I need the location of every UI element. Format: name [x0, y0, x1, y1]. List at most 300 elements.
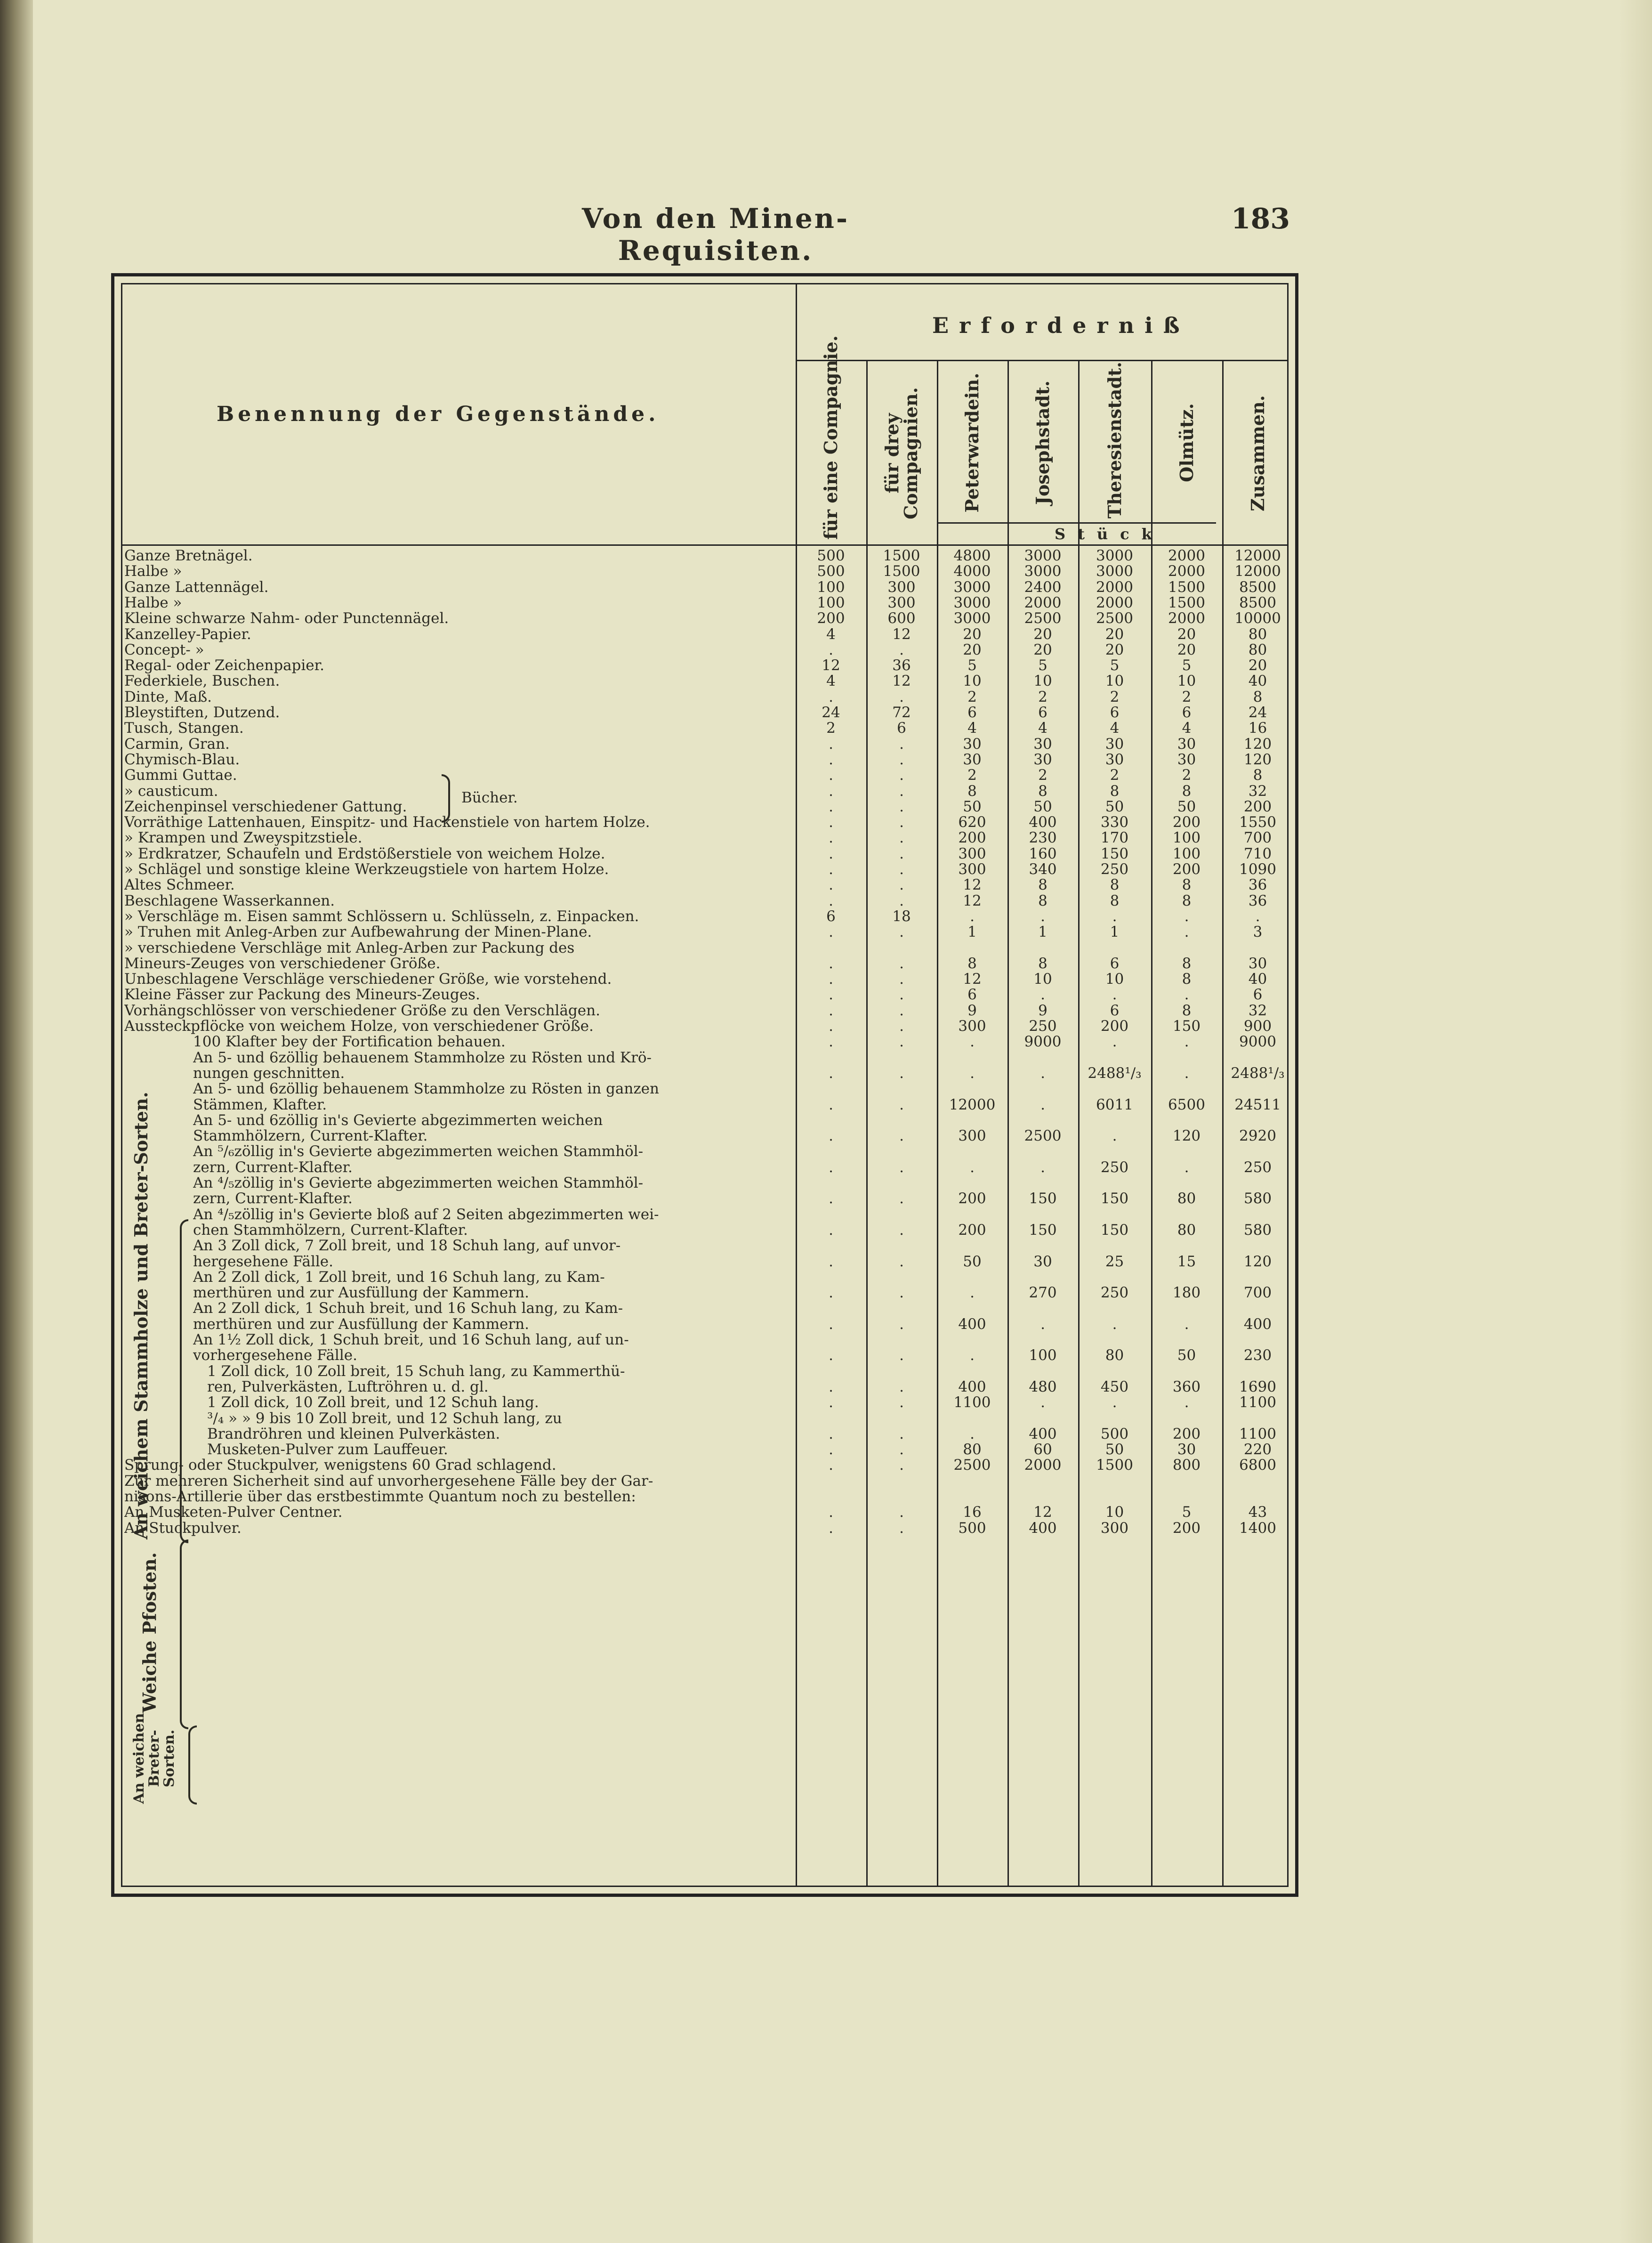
row-cell: 100: [1029, 1347, 1057, 1364]
row-cell: .: [829, 1378, 833, 1395]
row-cell: 2920: [1239, 1127, 1276, 1145]
row-label: Stammhölzern, Current-Klafter.: [193, 1128, 428, 1144]
row-cell: .: [1112, 1394, 1117, 1411]
row-cell: .: [899, 1158, 904, 1176]
row-cell: 120: [1243, 1253, 1272, 1270]
row-cell: .: [899, 1018, 904, 1035]
row-cell: 6: [967, 986, 977, 1004]
row-cell: 400: [958, 1315, 986, 1333]
row-cell: 2000: [1024, 594, 1062, 611]
row-cell: 10: [1105, 672, 1124, 690]
table-row: [122, 987, 1287, 1003]
table-row: [122, 1113, 1287, 1128]
row-cell: 12: [1033, 1504, 1052, 1521]
row-label: » Krampen und Zweyspitzstiele.: [124, 830, 363, 846]
row-label: Dinte, Maß.: [124, 689, 212, 705]
row-label: Zeichenpinsel verschiedener Gattung.: [124, 799, 407, 815]
row-cell: .: [829, 1284, 833, 1302]
group-label-stammholz: An weichem Stammholze und Breter-Sorten.: [130, 1092, 152, 1539]
row-cell: 20: [963, 625, 982, 643]
row-cell: .: [899, 1394, 904, 1411]
row-cell: .: [829, 986, 833, 1004]
row-cell: 1: [1110, 923, 1120, 941]
row-cell: 200: [958, 829, 986, 847]
row-cell: 9: [967, 1002, 977, 1019]
row-cell: 8: [1110, 892, 1120, 909]
brace-stammholz: [180, 1219, 188, 1543]
row-label: An 5- und 6zöllig behauenem Stammholze zu Rösten in ganzen: [193, 1081, 659, 1097]
row-cell: 4: [1182, 720, 1192, 737]
row-cell: 50: [1177, 798, 1196, 815]
row-cell: 8: [967, 955, 977, 972]
table-row: [122, 1505, 1287, 1520]
table-row: [122, 799, 1287, 815]
table-row: [122, 893, 1287, 909]
row-label: zern, Current-Klafter.: [193, 1191, 353, 1207]
row-cell: 2: [1182, 688, 1192, 705]
row-cell: 10: [1033, 672, 1052, 690]
row-cell: 1: [1038, 923, 1048, 941]
row-label: ren, Pulverkästen, Luftröhren u. d. gl.: [207, 1379, 489, 1395]
row-cell: .: [1184, 1064, 1189, 1082]
row-cell: 16: [963, 1504, 982, 1521]
row-cell: 6: [1110, 704, 1120, 721]
row-cell: 200: [958, 1221, 986, 1239]
row-label: An ⁵/₆zöllig in's Gevierte abgezimmerten weichen Stammhöl-: [193, 1144, 644, 1160]
table-row: [122, 673, 1287, 689]
row-cell: 50: [963, 1253, 982, 1270]
row-cell: 6: [1110, 955, 1120, 972]
row-cell: 4000: [953, 563, 991, 580]
row-label: Altes Schmeer.: [124, 877, 235, 893]
row-label: » Schlägel und sonstige kleine Werkzeugstiele von hartem Holze.: [124, 862, 609, 878]
row-cell: .: [899, 1457, 904, 1474]
row-cell: .: [1184, 1158, 1189, 1176]
row-cell: .: [899, 641, 904, 658]
row-cell: 8: [1253, 767, 1263, 784]
row-cell: 2: [1038, 688, 1048, 705]
row-label: ³/₄ » » 9 bis 10 Zoll breit, und 12 Schuh lang, zu: [207, 1410, 562, 1426]
row-cell: .: [829, 751, 833, 768]
row-label: Zur mehreren Sicherheit sind auf unvorhergesehene Fälle bey der Gar-: [124, 1473, 653, 1489]
row-cell: .: [899, 829, 904, 847]
row-cell: 8: [1182, 782, 1192, 800]
row-cell: 24: [1248, 704, 1267, 721]
row-cell: .: [829, 782, 833, 800]
row-cell: .: [899, 1425, 904, 1442]
row-cell: .: [829, 1394, 833, 1411]
table-row: [122, 1081, 1287, 1097]
row-cell: 8: [1110, 782, 1120, 800]
row-cell: 30: [963, 751, 982, 768]
row-label: Tusch, Stangen.: [124, 721, 244, 737]
row-cell: .: [829, 1096, 833, 1113]
row-cell: 170: [1100, 829, 1129, 847]
table-row: [122, 1348, 1287, 1363]
row-cell: .: [1255, 907, 1260, 925]
row-label: Brandröhren und kleinen Pulverkästen.: [207, 1426, 500, 1442]
row-cell: 9000: [1024, 1033, 1062, 1051]
row-cell: 40: [1248, 672, 1267, 690]
row-cell: 3000: [953, 578, 991, 596]
row-cell: 8: [1038, 955, 1048, 972]
row-cell: 150: [1100, 845, 1129, 862]
row-cell: .: [829, 829, 833, 847]
column-header-0: für eine Compagnie.: [820, 335, 841, 540]
row-cell: 2000: [1168, 610, 1205, 627]
table-row: [122, 830, 1287, 846]
group-label-breter: An weichen Breter-Sorten.: [131, 1713, 177, 1804]
table-row: [122, 1364, 1287, 1379]
row-label: Beschlagene Wasserkannen.: [124, 893, 335, 909]
row-label: » Verschläge m. Eisen sammt Schlössern u. Schlüsseln, z. Einpacken.: [124, 908, 639, 925]
row-label: vorhergesehene Fälle.: [193, 1348, 357, 1364]
row-cell: 6: [1110, 1002, 1120, 1019]
row-cell: 12000: [1234, 563, 1281, 580]
row-cell: 2500: [1096, 610, 1133, 627]
table-row: [122, 1128, 1287, 1144]
brace-breter: [188, 1725, 197, 1805]
row-cell: .: [970, 1033, 975, 1051]
row-cell: 250: [1100, 861, 1129, 878]
table-row: [122, 1160, 1287, 1175]
row-cell: .: [899, 1127, 904, 1145]
row-cell: 500: [817, 563, 845, 580]
row-cell: .: [829, 1425, 833, 1442]
row-cell: .: [899, 1033, 904, 1051]
row-cell: 80: [963, 1441, 982, 1458]
row-cell: 30: [1033, 751, 1052, 768]
group-label-pfosten: Weiche Pfosten.: [139, 1552, 160, 1713]
row-cell: .: [899, 861, 904, 878]
table-row: [122, 862, 1287, 877]
row-cell: 20: [1033, 625, 1052, 643]
row-label: An 5- und 6zöllig in's Gevierte abgezimmerten weichen: [193, 1112, 603, 1129]
row-cell: 1500: [883, 563, 920, 580]
row-cell: 4: [826, 672, 836, 690]
row-cell: 12000: [1234, 547, 1281, 564]
row-cell: .: [899, 1002, 904, 1019]
row-cell: 120: [1243, 735, 1272, 753]
row-cell: 200: [1172, 1519, 1201, 1537]
row-cell: 30: [1105, 751, 1124, 768]
row-cell: 150: [1029, 1221, 1057, 1239]
table-row: [122, 1050, 1287, 1066]
row-cell: .: [970, 1347, 975, 1364]
row-cell: 20: [1248, 657, 1267, 674]
row-cell: 700: [1243, 1284, 1272, 1302]
table-body: [121, 283, 1289, 1887]
row-cell: .: [899, 1504, 904, 1521]
row-rule: [937, 522, 1216, 524]
row-cell: .: [899, 892, 904, 909]
row-cell: .: [829, 688, 833, 705]
row-cell: .: [829, 1002, 833, 1019]
row-cell: 30: [963, 735, 982, 753]
row-cell: 30: [1248, 955, 1267, 972]
row-cell: 2500: [953, 1457, 991, 1474]
table-row: [122, 972, 1287, 987]
row-cell: .: [899, 1221, 904, 1239]
table-row: [122, 1238, 1287, 1254]
column-header-2: Peterwardein.: [961, 372, 983, 513]
row-cell: .: [829, 876, 833, 894]
row-cell: 32: [1248, 782, 1267, 800]
row-cell: 2400: [1024, 578, 1062, 596]
row-cell: 10: [963, 672, 982, 690]
row-cell: 300: [958, 1127, 986, 1145]
requisites-table: [111, 273, 1298, 1897]
table-row: [122, 1458, 1287, 1473]
row-label: Chymisch-Blau.: [124, 752, 240, 768]
row-label: Musketen-Pulver zum Lauffeuer.: [207, 1442, 448, 1458]
row-cell: 1100: [953, 1394, 991, 1411]
row-cell: .: [829, 1033, 833, 1051]
row-label: zern, Current-Klafter.: [193, 1159, 353, 1175]
table-row: [122, 595, 1287, 611]
row-cell: 30: [1177, 751, 1196, 768]
row-cell: .: [1184, 1315, 1189, 1333]
row-cell: 8: [1182, 876, 1192, 894]
table-row: [122, 627, 1287, 642]
row-cell: 50: [963, 798, 982, 815]
row-cell: 200: [1243, 798, 1272, 815]
row-cell: 330: [1100, 814, 1129, 831]
running-title: Von den Minen-Requisiten.: [581, 202, 850, 267]
row-cell: 2: [1110, 767, 1120, 784]
table-row: [122, 1175, 1287, 1191]
table-row: [122, 1019, 1287, 1034]
row-label: An ⁴/₅zöllig in's Gevierte abgezimmerten weichen Stammhöl-: [193, 1175, 644, 1191]
table-row: [122, 721, 1287, 736]
table-row: [122, 1521, 1287, 1536]
row-cell: 3000: [1024, 547, 1062, 564]
table-row: [122, 956, 1287, 972]
row-cell: .: [899, 798, 904, 815]
row-cell: 500: [817, 547, 845, 564]
row-cell: .: [1184, 907, 1189, 925]
row-cell: .: [829, 955, 833, 972]
row-cell: 30: [1177, 1441, 1196, 1458]
row-label: Halbe »: [124, 595, 182, 611]
row-cell: 10: [1105, 1504, 1124, 1521]
row-cell: .: [899, 986, 904, 1004]
table-row: [122, 1285, 1287, 1301]
row-cell: 3: [1253, 923, 1263, 941]
row-label: Vorräthige Lattenhauen, Einspitz- und Hackenstiele von hartem Holze.: [124, 815, 650, 831]
row-cell: 40: [1248, 971, 1267, 988]
row-cell: 1100: [1239, 1425, 1276, 1442]
row-cell: 2: [1110, 688, 1120, 705]
row-label: Gummi Guttae.: [124, 768, 237, 784]
row-label: Stämmen, Klafter.: [193, 1097, 327, 1113]
row-cell: .: [899, 1253, 904, 1270]
row-cell: 2500: [1024, 610, 1062, 627]
row-cell: .: [899, 1378, 904, 1395]
table-row: [122, 1442, 1287, 1458]
row-cell: 24: [822, 704, 840, 721]
row-cell: .: [1112, 1315, 1117, 1333]
row-cell: .: [1040, 1064, 1045, 1082]
row-cell: .: [829, 861, 833, 878]
table-row: [122, 924, 1287, 940]
row-cell: 250: [1243, 1158, 1272, 1176]
row-cell: 1500: [1168, 594, 1205, 611]
row-cell: .: [899, 782, 904, 800]
row-cell: 200: [958, 1190, 986, 1207]
row-cell: 20: [1033, 641, 1052, 658]
row-cell: 30: [1105, 735, 1124, 753]
row-cell: 500: [1100, 1425, 1129, 1442]
row-label: merthüren und zur Ausfüllung der Kammern.: [193, 1316, 529, 1332]
row-cell: 6: [1253, 986, 1263, 1004]
row-cell: .: [1112, 1127, 1117, 1145]
row-cell: 20: [1177, 625, 1196, 643]
table-row: [122, 1223, 1287, 1238]
row-cell: .: [829, 1253, 833, 1270]
row-cell: .: [829, 814, 833, 831]
row-cell: 400: [1029, 1425, 1057, 1442]
row-cell: 580: [1243, 1190, 1272, 1207]
row-label: Sprung- oder Stuckpulver, wenigstens 60 Grad schlagend.: [124, 1458, 556, 1474]
row-cell: 100: [817, 594, 845, 611]
row-label: » Truhen mit Anleg-Arben zur Aufbewahrung der Minen-Plane.: [124, 924, 592, 940]
row-cell: 400: [1243, 1315, 1272, 1333]
column-header-6: Zusammen.: [1247, 395, 1268, 511]
row-cell: 80: [1248, 641, 1267, 658]
row-label: Unbeschlagene Verschläge verschiedener Größe, wie vorstehend.: [124, 972, 612, 988]
table-row: [122, 548, 1287, 564]
row-label: Ganze Bretnägel.: [124, 548, 253, 564]
table-row: [122, 1207, 1287, 1223]
row-cell: .: [899, 1190, 904, 1207]
row-cell: 2: [1038, 767, 1048, 784]
page-edge: [1619, 0, 1652, 2243]
row-cell: .: [1040, 907, 1045, 925]
row-cell: 160: [1029, 845, 1057, 862]
row-cell: 250: [1029, 1018, 1057, 1035]
table-row: [122, 940, 1287, 956]
row-cell: .: [899, 814, 904, 831]
row-cell: 270: [1029, 1284, 1057, 1302]
row-cell: .: [829, 735, 833, 753]
brace-pfosten: [180, 1539, 188, 1729]
row-cell: .: [899, 1441, 904, 1458]
row-cell: .: [829, 892, 833, 909]
row-cell: 3000: [953, 610, 991, 627]
row-cell: .: [829, 1315, 833, 1333]
row-label: merthüren und zur Ausfüllung der Kammern.: [193, 1285, 529, 1301]
row-label: hergesehene Fälle.: [193, 1254, 333, 1270]
row-cell: 2000: [1168, 563, 1205, 580]
row-cell: 20: [1177, 641, 1196, 658]
row-cell: .: [899, 955, 904, 972]
row-cell: 3000: [1096, 547, 1133, 564]
row-label: Vorhängschlösser von verschiedener Größe zu den Verschlägen.: [124, 1003, 600, 1019]
row-label: An 2 Zoll dick, 1 Schuh breit, und 16 Schuh lang, zu Kam-: [193, 1301, 623, 1317]
row-label: 1 Zoll dick, 10 Zoll breit, und 12 Schuh lang.: [207, 1395, 539, 1411]
table-row: [122, 877, 1287, 893]
row-cell: 300: [958, 845, 986, 862]
row-cell: .: [829, 971, 833, 988]
row-cell: .: [899, 845, 904, 862]
column-header-1: für drey Compagnien.: [881, 387, 921, 519]
row-label: » causticum.: [124, 783, 218, 799]
row-cell: 500: [958, 1519, 986, 1537]
table-row: [122, 1034, 1287, 1050]
table-row: [122, 1066, 1287, 1081]
row-cell: 100: [817, 578, 845, 596]
row-cell: 250: [1100, 1158, 1129, 1176]
row-cell: .: [899, 735, 904, 753]
table-row: [122, 1003, 1287, 1019]
row-cell: 2: [967, 688, 977, 705]
row-cell: .: [970, 1284, 975, 1302]
row-cell: .: [899, 1347, 904, 1364]
row-cell: 18: [892, 907, 911, 925]
row-cell: 200: [1172, 1425, 1201, 1442]
table-row: [122, 1332, 1287, 1348]
row-cell: .: [829, 1347, 833, 1364]
row-cell: 620: [958, 814, 986, 831]
table-row: [122, 1426, 1287, 1442]
row-cell: 6: [1182, 704, 1192, 721]
row-cell: .: [829, 1190, 833, 1207]
row-cell: 12000: [949, 1096, 996, 1113]
row-cell: 30: [1033, 1253, 1052, 1270]
row-cell: 80: [1177, 1221, 1196, 1239]
table-row: [122, 1254, 1287, 1270]
row-cell: 32: [1248, 1002, 1267, 1019]
row-cell: 50: [1105, 798, 1124, 815]
row-cell: 2: [1182, 767, 1192, 784]
row-cell: 72: [892, 704, 911, 721]
row-cell: 6800: [1239, 1457, 1276, 1474]
row-cell: .: [899, 1284, 904, 1302]
row-cell: 8: [1182, 971, 1192, 988]
row-cell: 300: [887, 594, 916, 611]
table-row: [122, 1474, 1287, 1489]
table-row: [122, 611, 1287, 626]
row-cell: 5: [967, 657, 977, 674]
row-cell: .: [1040, 1394, 1045, 1411]
row-cell: 30: [1177, 735, 1196, 753]
row-cell: 6: [826, 907, 836, 925]
row-cell: .: [899, 1096, 904, 1113]
row-cell: 340: [1029, 861, 1057, 878]
row-cell: 1500: [883, 547, 920, 564]
row-cell: 10: [1033, 971, 1052, 988]
table-row: [122, 1097, 1287, 1113]
row-cell: 5: [1038, 657, 1048, 674]
row-cell: 80: [1177, 1190, 1196, 1207]
row-cell: 4: [1038, 720, 1048, 737]
row-cell: .: [1184, 1394, 1189, 1411]
row-cell: 2488¹/₃: [1231, 1064, 1285, 1082]
row-cell: 60: [1033, 1441, 1052, 1458]
row-cell: 8: [967, 782, 977, 800]
row-cell: 600: [887, 610, 916, 627]
row-cell: 5: [1110, 657, 1120, 674]
row-cell: 200: [817, 610, 845, 627]
row-cell: 8: [1038, 892, 1048, 909]
row-cell: .: [1040, 1315, 1045, 1333]
row-cell: 150: [1100, 1190, 1129, 1207]
row-cell: 6: [1038, 704, 1048, 721]
row-cell: 80: [1105, 1347, 1124, 1364]
row-cell: 1690: [1239, 1378, 1276, 1395]
row-cell: .: [899, 1064, 904, 1082]
